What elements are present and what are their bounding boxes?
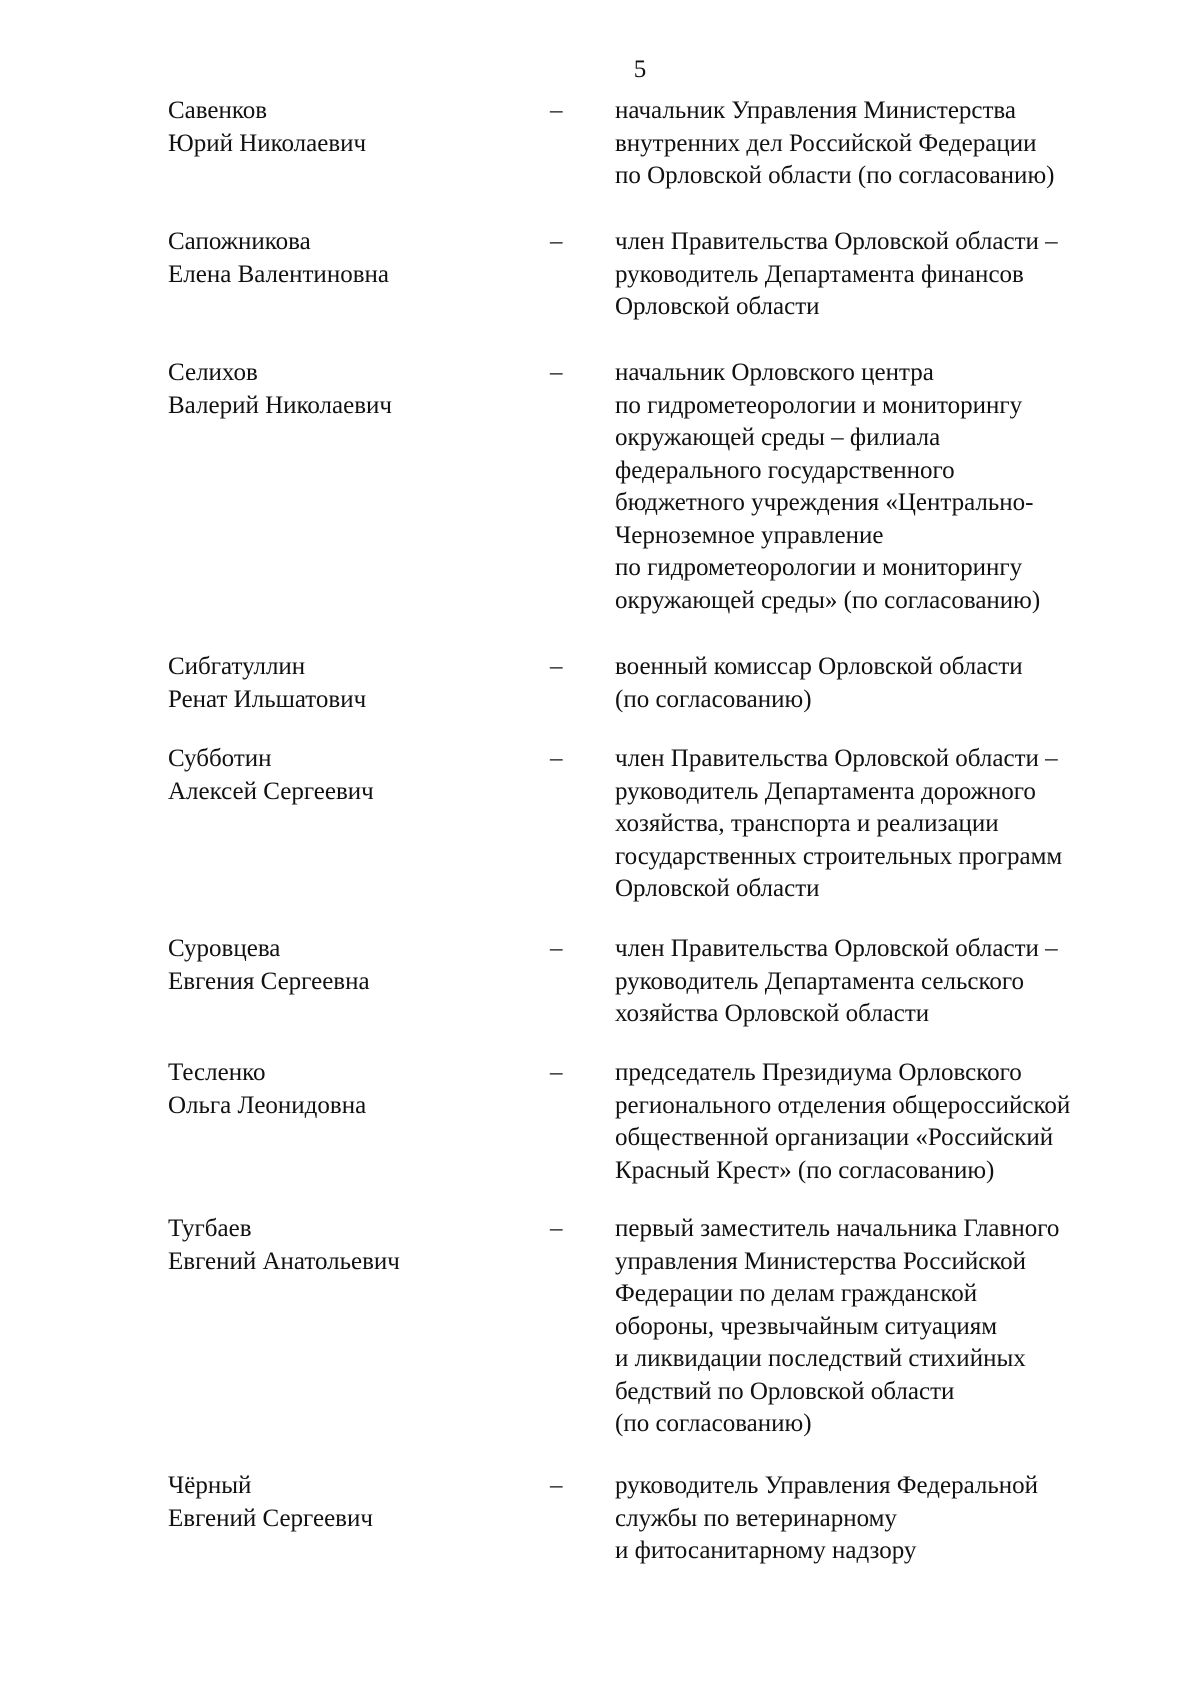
member-name xyxy=(168,651,528,716)
member-position xyxy=(615,1213,1195,1441)
separator-dash: – xyxy=(550,359,563,386)
member-surname: Тугбаев xyxy=(168,1215,252,1242)
position-line: государственных строительных программ xyxy=(615,842,1063,870)
position-line: федерального государственного xyxy=(615,456,955,484)
position-line: Черноземное управление xyxy=(615,521,884,549)
position-line: первый заместитель начальника Главного xyxy=(615,1215,1060,1242)
member-name xyxy=(168,1470,528,1535)
separator-dash: – xyxy=(550,1215,563,1242)
member-given-names: Евгений Анатольевич xyxy=(168,1247,400,1275)
position-line: службы по ветеринарному xyxy=(615,1504,897,1532)
position-line: (по согласованию) xyxy=(615,685,812,713)
position-line: по гидрометеорологии и мониторингу xyxy=(615,391,1023,419)
position-line: Орловской области xyxy=(615,875,820,902)
position-line: руководитель Управления Федеральной xyxy=(615,1472,1039,1499)
position-line: бюджетного учреждения «Центрально- xyxy=(615,489,1034,516)
position-line: бедствий по Орловской области xyxy=(615,1377,955,1405)
position-line: руководитель Департамента дорожного xyxy=(615,777,1036,805)
position-line: управления Министерства Российской xyxy=(615,1247,1027,1275)
member-given-names: Евгения Сергеевна xyxy=(168,967,370,995)
position-line: руководитель Департамента сельского xyxy=(615,967,1024,995)
separator-dash: – xyxy=(550,97,563,124)
member-position xyxy=(615,651,1195,716)
member-position xyxy=(615,1470,1195,1568)
position-line: внутренних дел Российской Федерации xyxy=(615,129,1037,157)
position-line: Орловской области xyxy=(615,293,820,320)
member-position xyxy=(615,743,1195,906)
member-name xyxy=(168,743,528,808)
member-name xyxy=(168,226,528,291)
position-line: и фитосанитарному надзору xyxy=(615,1537,917,1564)
member-name xyxy=(168,1057,528,1122)
separator-dash: – xyxy=(550,745,563,772)
position-line: член Правительства Орловской области – xyxy=(615,745,1058,772)
position-line: (по согласованию) xyxy=(615,1410,812,1437)
position-line: по гидрометеорологии и мониторингу xyxy=(615,554,1023,581)
member-surname: Савенков xyxy=(168,97,268,124)
position-line: член Правительства Орловской области – xyxy=(615,935,1058,962)
position-line: окружающей среды – филиала xyxy=(615,424,941,451)
position-line: Федерации по делам гражданской xyxy=(615,1280,978,1307)
member-surname: Селихов xyxy=(168,359,258,386)
member-surname: Сапожникова xyxy=(168,228,311,255)
position-line: общественной организации «Российский xyxy=(615,1124,1054,1151)
separator-dash: – xyxy=(550,1059,563,1086)
member-name xyxy=(168,357,528,422)
member-position xyxy=(615,226,1195,324)
member-surname: Субботин xyxy=(168,745,272,772)
member-surname: Суровцева xyxy=(168,935,281,962)
member-given-names: Валерий Николаевич xyxy=(168,391,392,419)
member-name xyxy=(168,933,528,998)
member-given-names: Алексей Сергеевич xyxy=(168,777,374,805)
position-line: начальник Орловского центра xyxy=(615,359,934,386)
member-surname: Чёрный xyxy=(168,1472,252,1499)
position-line: начальник Управления Министерства xyxy=(615,97,1017,124)
member-position xyxy=(615,357,1195,617)
position-line: Красный Крест» (по согласованию) xyxy=(615,1156,995,1184)
member-position xyxy=(615,95,1195,193)
position-line: председатель Президиума Орловского xyxy=(615,1059,1022,1086)
member-position xyxy=(615,933,1195,1031)
separator-dash: – xyxy=(550,653,563,680)
member-given-names: Ольга Леонидовна xyxy=(168,1091,367,1119)
position-line: хозяйства Орловской области xyxy=(615,1000,930,1027)
member-surname: Сибгатуллин xyxy=(168,653,306,680)
member-name xyxy=(168,95,528,160)
position-line: руководитель Департамента финансов xyxy=(615,260,1024,288)
position-line: военный комиссар Орловской области xyxy=(615,653,1023,680)
separator-dash: – xyxy=(550,935,563,962)
member-name xyxy=(168,1213,528,1278)
member-given-names: Елена Валентиновна xyxy=(168,260,389,288)
separator-dash: – xyxy=(550,228,563,255)
position-line: и ликвидации последствий стихийных xyxy=(615,1345,1026,1372)
member-surname: Тесленко xyxy=(168,1059,266,1086)
position-line: по Орловской области (по согласованию) xyxy=(615,162,1055,189)
page-number: 5 xyxy=(633,56,647,83)
member-given-names: Юрий Николаевич xyxy=(168,129,367,157)
position-line: окружающей среды» (по согласованию) xyxy=(615,586,1041,614)
position-line: хозяйства, транспорта и реализации xyxy=(615,810,999,837)
member-position xyxy=(615,1057,1195,1187)
position-line: член Правительства Орловской области – xyxy=(615,228,1058,255)
member-given-names: Ренат Ильшатович xyxy=(168,685,367,713)
member-given-names: Евгений Сергеевич xyxy=(168,1504,373,1532)
separator-dash: – xyxy=(550,1472,563,1499)
position-line: регионального отделения общероссийской xyxy=(615,1091,1071,1119)
position-line: обороны, чрезвычайным ситуациям xyxy=(615,1312,998,1340)
